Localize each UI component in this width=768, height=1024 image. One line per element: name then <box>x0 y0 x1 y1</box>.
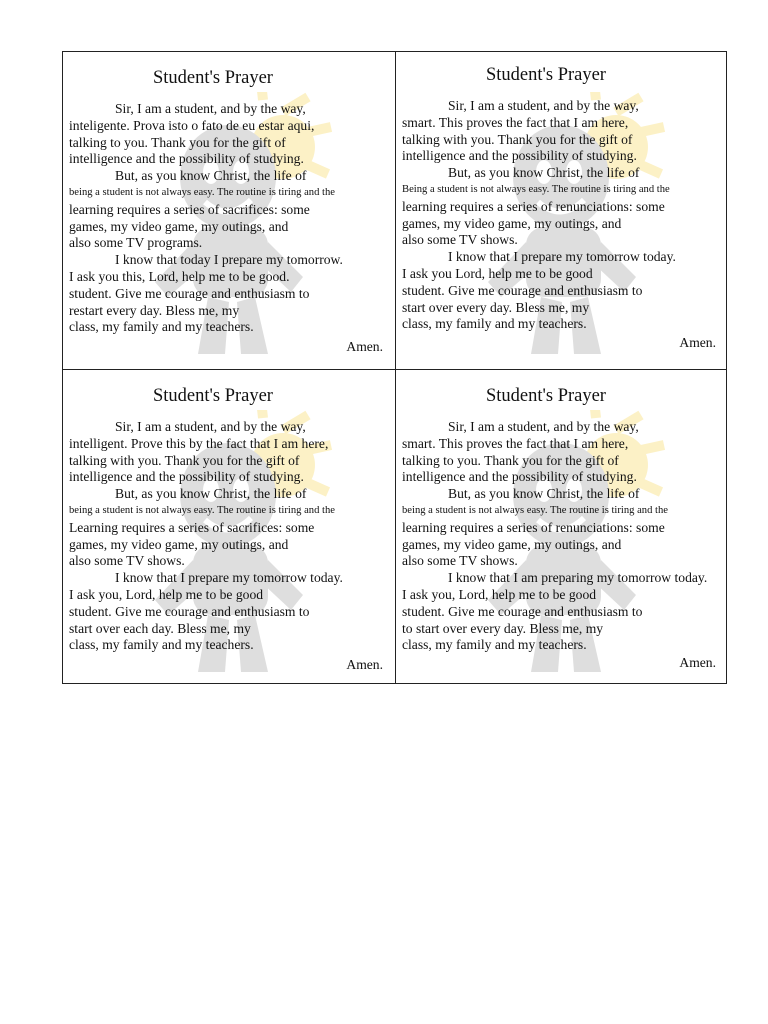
prayer-card <box>63 52 395 368</box>
prayer-line: restart every day. Bless me, my <box>69 302 240 318</box>
prayer-line: class, my family and my teachers. <box>402 637 587 653</box>
prayer-line: talking with you. Thank you for the gift of <box>402 131 633 147</box>
prayer-line: I know that I prepare my tomorrow today. <box>115 570 343 586</box>
prayer-line: also some TV shows. <box>402 553 518 569</box>
prayer-line: But, as you know Christ, the life of <box>448 165 640 181</box>
prayer-line: Sir, I am a student, and by the way, <box>115 419 306 434</box>
prayer-line: also some TV shows. <box>69 553 185 569</box>
prayer-line: learning requires a series of sacrifices: some <box>69 201 310 217</box>
prayer-line: intelligence and the possibility of studying. <box>69 469 304 485</box>
prayer-line: I know that I prepare my tomorrow today. <box>448 249 676 265</box>
prayer-line: games, my video game, my outings, and <box>402 215 622 231</box>
prayer-line: Sir, I am a student, and by the way, <box>448 419 639 434</box>
prayer-line: Learning requires a series of sacrifices: some <box>69 519 315 535</box>
prayer-line: learning requires a series of renunciations: some <box>402 519 665 535</box>
prayer-line: intelligent. Prove this by the fact that I am here, <box>69 435 329 451</box>
prayer-line: I ask you, Lord, help me to be good <box>69 586 264 602</box>
prayer-line: class, my family and my teachers. <box>69 319 254 335</box>
prayer-title: Student's Prayer <box>486 386 606 406</box>
prayer-line: also some TV programs. <box>69 235 203 251</box>
prayer-line: I ask you this, Lord, help me to be good. <box>69 268 290 284</box>
prayer-line: being a student is not always easy. The routine is tiring and the <box>69 186 335 198</box>
prayer-body <box>402 419 724 654</box>
prayer-amen: Amen. <box>679 655 716 670</box>
prayer-line: Being a student is not always easy. The routine is tiring and the <box>402 183 670 195</box>
prayer-line: class, my family and my teachers. <box>69 637 254 653</box>
prayer-line: But, as you know Christ, the life of <box>448 486 640 502</box>
prayer-line: learning requires a series of renunciations: some <box>402 198 665 214</box>
prayer-title: Student's Prayer <box>153 68 273 88</box>
prayer-card <box>396 52 728 368</box>
prayer-line: I know that I am preparing my tomorrow today. <box>448 570 708 586</box>
prayer-line: being a student is not always easy. The routine is tiring and the <box>69 504 335 516</box>
prayer-card <box>63 370 395 686</box>
prayer-line: student. Give me courage and enthusiasm to <box>69 285 310 301</box>
prayer-body <box>402 98 724 333</box>
prayer-card <box>396 370 728 686</box>
prayer-line: start over each day. Bless me, my <box>69 620 251 636</box>
prayer-line: games, my video game, my outings, and <box>69 536 289 552</box>
prayer-line: smart. This proves the fact that I am here, <box>402 435 629 451</box>
prayer-line: talking to you. Thank you for the gift of <box>69 134 286 150</box>
prayer-line: class, my family and my teachers. <box>402 316 587 332</box>
prayer-line: student. Give me courage and enthusiasm to <box>402 282 643 298</box>
prayer-line: Sir, I am a student, and by the way, <box>115 101 306 116</box>
prayer-line: But, as you know Christ, the life of <box>115 168 307 184</box>
prayer-line: start over every day. Bless me, my <box>402 299 590 315</box>
prayer-line: smart. This proves the fact that I am here, <box>402 114 629 130</box>
prayer-line: inteligente. Prova isto o fato de eu estar aqui, <box>69 117 315 133</box>
prayer-amen: Amen. <box>346 339 383 354</box>
prayer-line: I know that today I prepare my tomorrow. <box>115 252 343 268</box>
prayer-title: Student's Prayer <box>486 65 606 85</box>
prayer-line: talking with you. Thank you for the gift of <box>69 452 300 468</box>
prayer-line: games, my video game, my outings, and <box>402 536 622 552</box>
prayer-line: games, my video game, my outings, and <box>69 218 289 234</box>
prayer-title: Student's Prayer <box>153 386 273 406</box>
prayer-line: being a student is not always easy. The routine is tiring and the <box>402 504 668 516</box>
prayer-amen: Amen. <box>679 335 716 350</box>
prayer-line: I ask you, Lord, help me to be good <box>402 586 597 602</box>
prayer-line: intelligence and the possibility of studying. <box>402 148 637 164</box>
prayer-body <box>69 419 391 654</box>
prayer-line: also some TV shows. <box>402 232 518 248</box>
prayer-line: I ask you Lord, help me to be good <box>402 265 593 281</box>
prayer-line: intelligence and the possibility of studying. <box>69 151 304 167</box>
prayer-line: student. Give me courage and enthusiasm to <box>402 603 643 619</box>
prayer-line: talking to you. Thank you for the gift of <box>402 452 619 468</box>
prayer-amen: Amen. <box>346 657 383 672</box>
prayer-line: student. Give me courage and enthusiasm to <box>69 603 310 619</box>
prayer-line: intelligence and the possibility of studying. <box>402 469 637 485</box>
prayer-card-grid <box>62 51 727 684</box>
prayer-body <box>69 101 391 336</box>
prayer-line: Sir, I am a student, and by the way, <box>448 98 639 113</box>
prayer-line: to start over every day. Bless me, my <box>402 620 604 636</box>
prayer-line: But, as you know Christ, the life of <box>115 486 307 502</box>
